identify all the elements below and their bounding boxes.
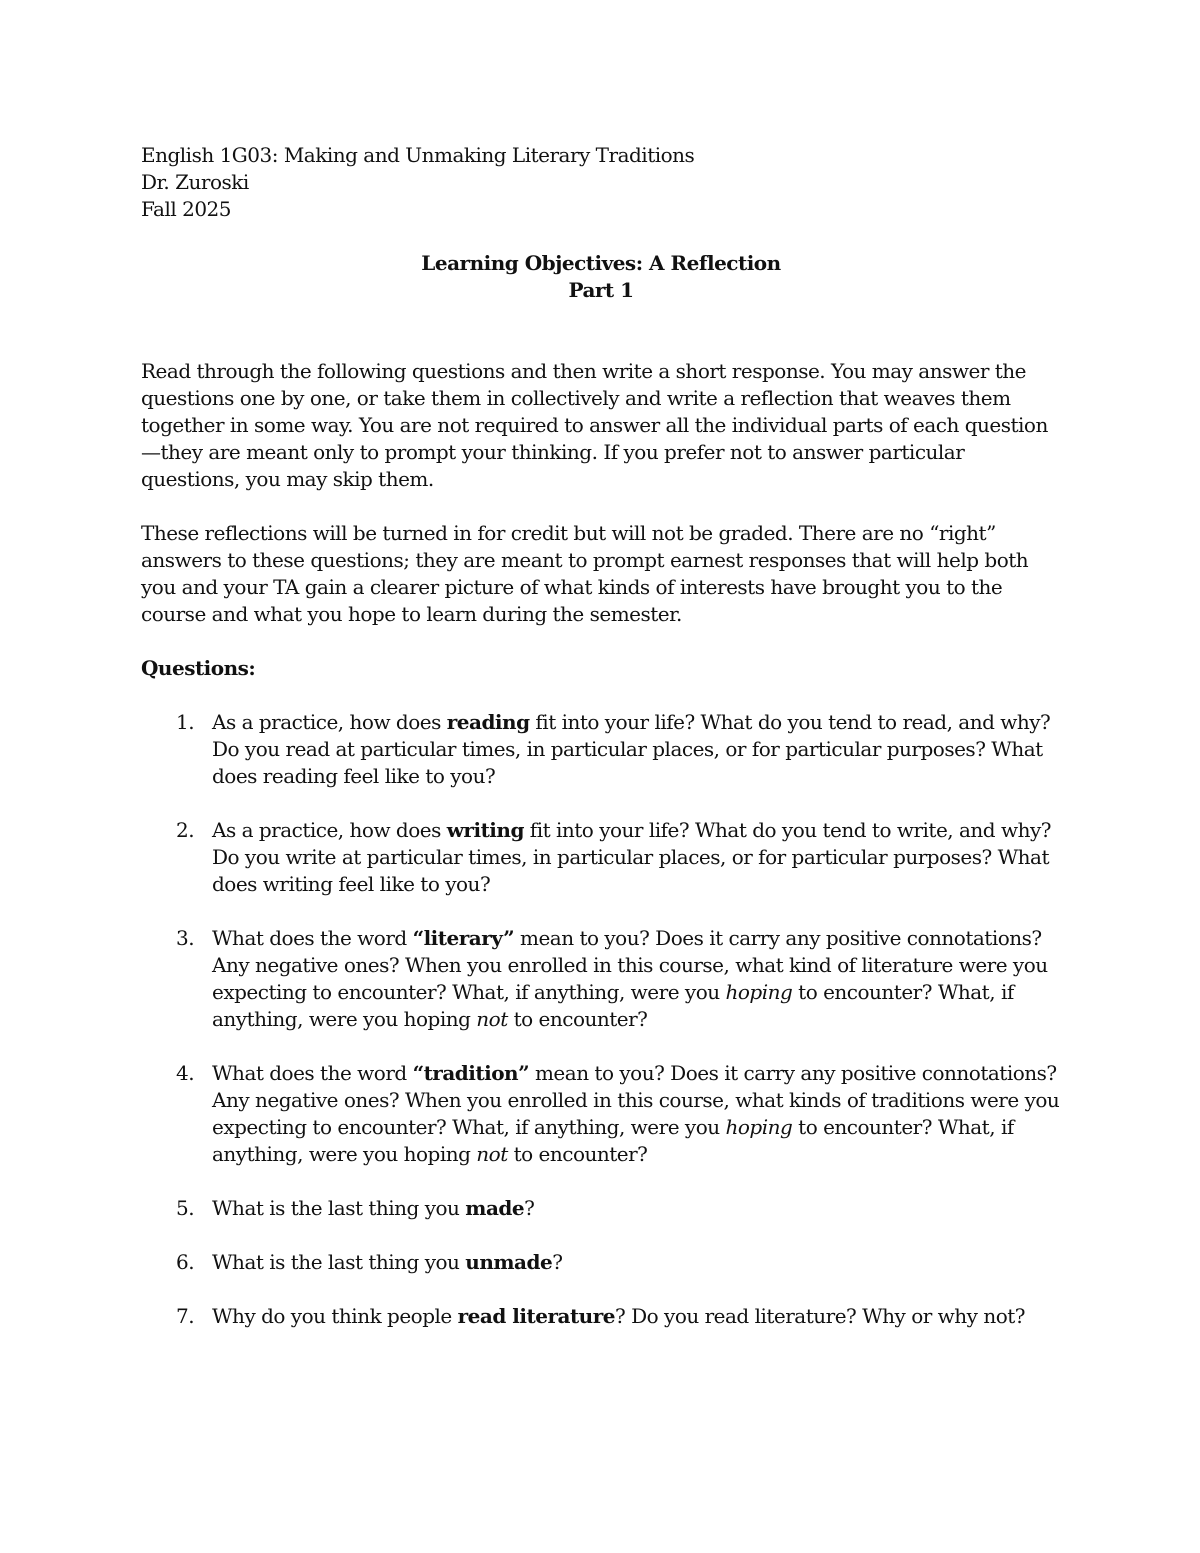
question-text: ? Do you read literature? Why or why not?: [615, 1304, 1026, 1328]
question-number: 2.: [176, 818, 195, 842]
question-item: [141, 1303, 1061, 1330]
question-emphasis: not: [476, 1142, 508, 1166]
question-item: [141, 817, 1061, 898]
intro-paragraph-1: Read through the following questions and then write a short response. You may answer the questions one by one, or take them in collectively and write a reflection that weaves them together in some way. You are not required to answer all the individual parts of each question—they are meant only to prompt your thinking. If you prefer not to answer particular questions, you may skip them.: [141, 359, 1048, 491]
document-title: [141, 250, 1061, 304]
question-keyword: reading: [446, 710, 530, 734]
question-number: 6.: [176, 1250, 195, 1274]
question-text: mean to you? Does it carry any positive connotations? Any negative ones? When you enrolled in this course, what kinds of traditions were you expecting to encounter? What, if anything, were you: [212, 1061, 1060, 1139]
question-text: mean to you? Does it carry any positive connotations? Any negative ones? When you enrolled in this course, what kind of literature were you expecting to encounter? What, if anything, were you: [212, 926, 1048, 1004]
questions-heading: Questions:: [141, 656, 256, 680]
question-text: ?: [524, 1196, 535, 1220]
question-keyword: writing: [446, 818, 524, 842]
question-text: ?: [552, 1250, 563, 1274]
question-emphasis: hoping: [725, 980, 793, 1004]
question-number: 7.: [176, 1304, 195, 1328]
title-line-2: Part 1: [568, 278, 634, 302]
course-title: English 1G03: Making and Unmaking Literary Traditions: [141, 143, 695, 167]
question-keyword: made: [465, 1196, 525, 1220]
title-line-1: Learning Objectives: A Reflection: [421, 251, 781, 275]
question-text: What does the word: [212, 1061, 413, 1085]
question-text: Why do you think people: [212, 1304, 458, 1328]
question-text: What is the last thing you: [212, 1196, 466, 1220]
question-number: 3.: [176, 926, 195, 950]
questions-list: [141, 709, 1061, 1330]
question-item: [141, 1249, 1061, 1276]
question-text: to encounter? What, if anything, were you hoping: [212, 1115, 1014, 1166]
term: Fall 2025: [141, 197, 231, 221]
question-text: What does the word: [212, 926, 413, 950]
question-text: to encounter?: [507, 1007, 648, 1031]
question-number: 1.: [176, 710, 195, 734]
question-text: As a practice, how does: [212, 710, 447, 734]
question-text: to encounter?: [507, 1142, 648, 1166]
question-emphasis: not: [476, 1007, 508, 1031]
question-keyword: read literature: [457, 1304, 615, 1328]
question-text: fit into your life? What do you tend to write, and why? Do you write at particular times, in particular places, or for particular purposes? What does writing feel like to you?: [212, 818, 1051, 896]
document-page: [141, 142, 1061, 1357]
question-number: 5.: [176, 1196, 195, 1220]
question-item: [141, 709, 1061, 790]
instructor-name: Dr. Zuroski: [141, 170, 249, 194]
question-item: [141, 1060, 1061, 1168]
question-item: [141, 1195, 1061, 1222]
question-text: to encounter? What, if anything, were you hoping: [212, 980, 1014, 1031]
question-emphasis: hoping: [725, 1115, 793, 1139]
question-number: 4.: [176, 1061, 195, 1085]
question-text: What is the last thing you: [212, 1250, 466, 1274]
intro-paragraph-2: These reflections will be turned in for credit but will not be graded. There are no “right” answers to these questions; they are meant to prompt earnest responses that will help both you and your TA gain a clearer picture of what kinds of interests have brought you to the course and what you hope to learn during the semester.: [141, 521, 1029, 626]
question-text: As a practice, how does: [212, 818, 447, 842]
question-item: [141, 925, 1061, 1033]
question-keyword: “tradition”: [412, 1061, 530, 1085]
question-text: fit into your life? What do you tend to read, and why? Do you read at particular times, in particular places, or for particular purposes? What does reading feel like to you?: [212, 710, 1051, 788]
question-keyword: “literary”: [412, 926, 515, 950]
question-keyword: unmade: [465, 1250, 553, 1274]
